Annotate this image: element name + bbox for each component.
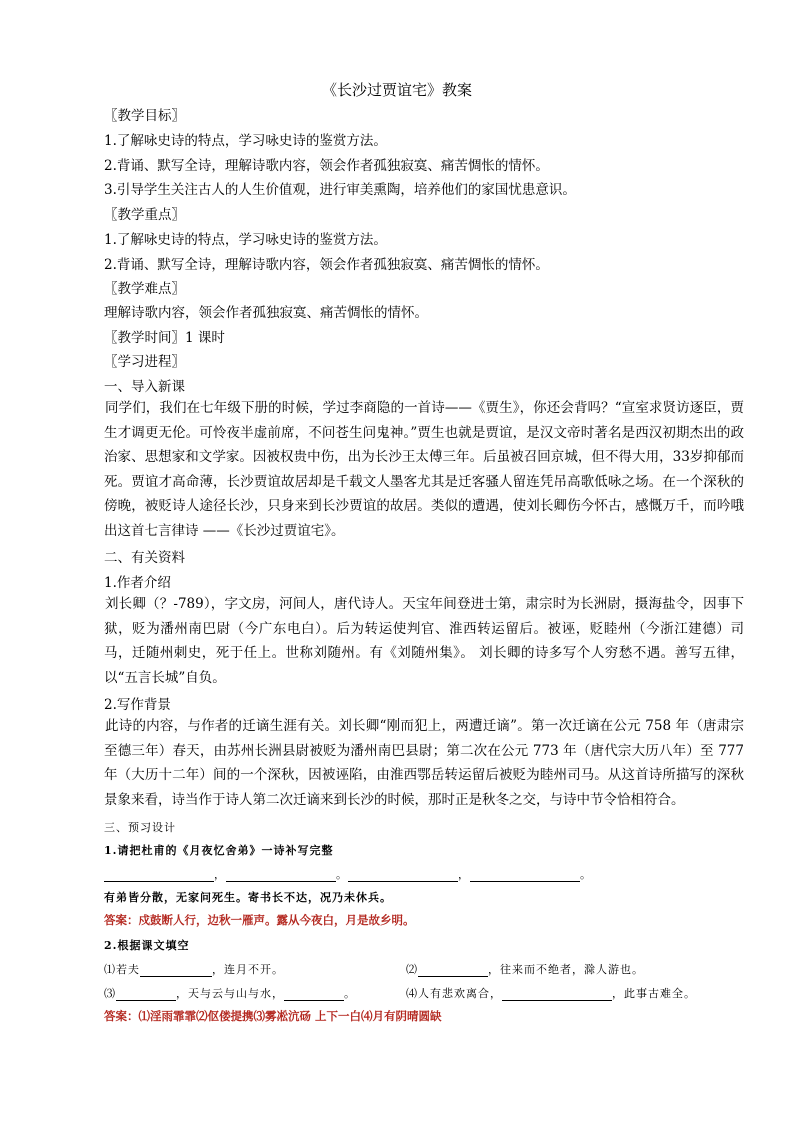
- q2-1-suffix: ，连月不开。: [212, 963, 284, 976]
- q2-4-prefix: ⑷人有悲欢离合，: [406, 987, 502, 1000]
- q1-separator-4: 。: [580, 868, 592, 881]
- q1-separator-1: ，: [214, 868, 226, 881]
- process-heading: 〖学习进程〗: [104, 354, 185, 370]
- key-point-item-2: 2.背诵、默写全诗，理解诗歌内容，领会作者孤独寂寞、痛苦惆怅的情怀。: [104, 257, 549, 273]
- q1-separator-2: 。: [336, 868, 348, 881]
- section1-heading: 一、导入新课: [104, 379, 185, 395]
- q1-blank-line: [104, 866, 592, 882]
- q2-4-suffix: ，此事古难全。: [612, 987, 696, 1000]
- q1-blank-2[interactable]: [226, 867, 336, 882]
- teaching-time: 〖教学时间〗1 课时: [104, 330, 225, 346]
- goals-heading: 〖教学目标〗: [104, 108, 185, 124]
- q1-answer: 答案：戍鼓断人行，边秋一雁声。露从今夜白，月是故乡明。: [104, 913, 415, 927]
- q1-heading: 1.请把杜甫的《月夜忆舍弟》一诗补写完整: [104, 844, 334, 857]
- author-text: 刘长卿（？-789），字文房，河间人，唐代诗人。天宝年间登进士第，肃宗时为长洲尉，摄海盐令，因事下狱，贬为潘州南巴尉（今广东电白）。后为转运使判官、淮西转运留后。被诬，贬睦州（今浙江建德）司马，迁随州刺史，死于任上。世称刘随州。有《刘随州集》。 刘长卿的诗多写个人穷愁不遇。善写五律，以“五言长城”自负。: [104, 596, 744, 686]
- q1-blank-1[interactable]: [104, 867, 214, 882]
- q2-2-prefix: ⑵: [406, 963, 418, 976]
- q2-3-prefix: ⑶: [104, 987, 116, 1000]
- author-heading: 1.作者介绍: [104, 575, 171, 591]
- q2-item-1: [104, 961, 284, 977]
- document-title: 《长沙过贾谊宅》教案: [321, 81, 472, 99]
- q1-separator-3: ，: [458, 868, 470, 881]
- q1-known-lines: 有弟皆分散，无家问死生。寄书长不达，况乃未休兵。: [104, 891, 392, 904]
- key-points-heading: 〖教学重点〗: [104, 207, 185, 223]
- section3-heading: 三、预习设计: [104, 821, 176, 834]
- q2-4-blank[interactable]: [502, 986, 612, 1001]
- section2-heading: 二、有关资料: [104, 550, 185, 566]
- q2-answer: 答案：⑴淫雨霏霏⑵伛偻提携⑶雾凇沆砀 上下一白⑷月有阴晴圆缺: [104, 1009, 442, 1023]
- q2-3-blank-1[interactable]: [116, 986, 176, 1001]
- q2-item-4: [406, 985, 696, 1001]
- q2-1-prefix: ⑴若夫: [104, 963, 140, 976]
- goal-item-1: 1.了解咏史诗的特点，学习咏史诗的鉴赏方法。: [104, 133, 387, 149]
- q2-3-middle: ，天与云与山与水，: [176, 987, 284, 1000]
- goal-item-3: 3.引导学生关注古人的人生价值观，进行审美熏陶，培养他们的家国忧患意识。: [104, 182, 576, 198]
- q1-blank-4[interactable]: [470, 867, 580, 882]
- background-heading: 2.写作背景: [104, 697, 171, 713]
- q2-1-blank[interactable]: [140, 962, 212, 977]
- section1-text: 同学们，我们在七年级下册的时候，学过李商隐的一首诗——《贾生》，你还会背吗？“宣室求贤访逐臣，贾生才调更无伦。可怜夜半虚前席，不问苍生问鬼神。”贾生也就是贾谊，是汉文帝时著名是西汉初期杰出的政治家、思想家和文学家。因被权贵中伤，出为长沙王太傅三年。后虽被召回京城，但不得大用，33岁抑郁而死。贾谊才高命薄，长沙贾谊故居却是千载文人墨客尤其是迁客骚人留连凭吊高歌低咏之场。在一个深秋的傍晚，被贬诗人途径长沙，只身来到长沙贾谊的故居。类似的遭遇，使刘长卿伤今怀古，感慨万千，而吟哦出这首七言律诗 ——《长沙过贾谊宅》。: [104, 400, 744, 539]
- q2-item-3: [104, 985, 356, 1001]
- key-point-item-1: 1.了解咏史诗的特点，学习咏史诗的鉴赏方法。: [104, 232, 387, 248]
- goal-item-2: 2.背诵、默写全诗，理解诗歌内容，领会作者孤独寂寞、痛苦惆怅的情怀。: [104, 158, 549, 174]
- difficulties-heading: 〖教学难点〗: [104, 281, 185, 297]
- q2-3-suffix: 。: [344, 987, 356, 1000]
- q2-3-blank-2[interactable]: [284, 986, 344, 1001]
- q2-heading: 2.根据课文填空: [104, 939, 190, 952]
- q2-item-2: [406, 961, 644, 977]
- difficulties-text: 理解诗歌内容，领会作者孤独寂寞、痛苦惆怅的情怀。: [104, 305, 428, 321]
- background-text: 此诗的内容，与作者的迁谪生涯有关。刘长卿“刚而犯上，两遭迁谪”。第一次迁谪在公元 758 年（唐肃宗至德三年）春天，由苏州长洲县尉被贬为潘州南巴县尉；第二次在公元 773 年（唐代宗大历八年）至 777 年（大历十二年）间的一个深秋，因被诬陷，由淮西鄂岳转运留后被贬为睦州司马。从这首诗所描写的深秋景象来看，诗当作于诗人第二次迁谪来到长沙的时候，那时正是秋冬之交，与诗中节令恰相符合。: [104, 718, 744, 808]
- q2-2-blank[interactable]: [418, 962, 488, 977]
- q2-2-suffix: ，往来而不绝者，滁人游也。: [488, 963, 644, 976]
- q1-blank-3[interactable]: [348, 867, 458, 882]
